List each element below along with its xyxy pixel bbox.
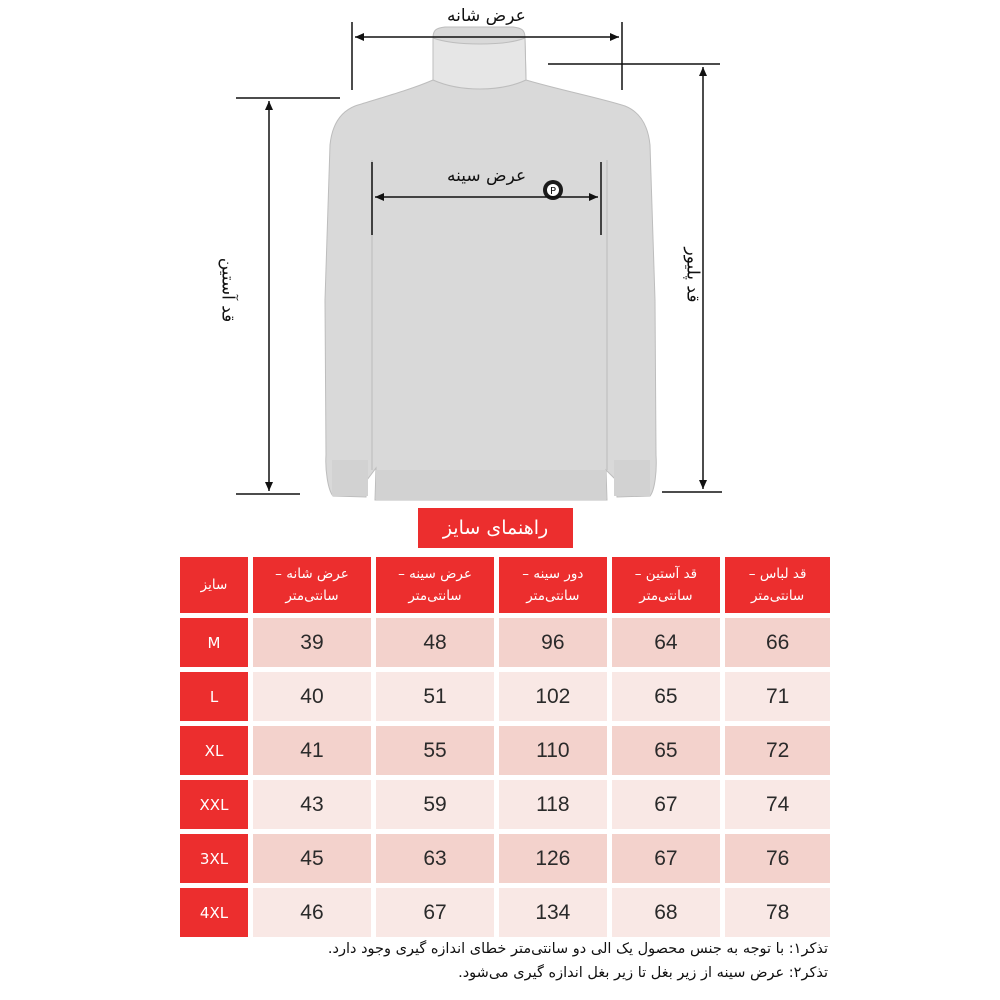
size-cell: 3XL <box>180 834 248 883</box>
length-cell: 71 <box>725 672 830 721</box>
shoulder-cell: 40 <box>253 672 371 721</box>
chest-width-cell: 63 <box>376 834 494 883</box>
size-table <box>175 552 835 942</box>
notes <box>148 937 828 985</box>
table-header-row <box>180 557 830 613</box>
header-size: سایز <box>180 557 248 613</box>
chest-width-cell: 59 <box>376 780 494 829</box>
sleeve-cell: 68 <box>612 888 721 937</box>
chest-width-cell: 48 <box>376 618 494 667</box>
size-cell: XXL <box>180 780 248 829</box>
size-cell: XL <box>180 726 248 775</box>
size-cell: M <box>180 618 248 667</box>
length-cell: 66 <box>725 618 830 667</box>
sleeve-cell: 65 <box>612 726 721 775</box>
hem-rib <box>376 470 606 500</box>
brand-logo-letter: P <box>549 186 557 197</box>
sleeve-cell: 64 <box>612 618 721 667</box>
header-shoulder: عرض شانه – سانتی‌متر <box>253 557 371 613</box>
chest-width-cell: 67 <box>376 888 494 937</box>
chest-circ-cell: 126 <box>499 834 607 883</box>
chest-width-cell: 55 <box>376 726 494 775</box>
size-guide-title: راهنمای سایز <box>418 508 573 548</box>
header-length: قد لباس – سانتی‌متر <box>725 557 830 613</box>
length-cell: 78 <box>725 888 830 937</box>
chest-circ-cell: 110 <box>499 726 607 775</box>
size-cell: L <box>180 672 248 721</box>
shoulder-cell: 41 <box>253 726 371 775</box>
sleeve-cell: 65 <box>612 672 721 721</box>
chest-circ-cell: 102 <box>499 672 607 721</box>
table-row <box>180 780 830 829</box>
table-row <box>180 618 830 667</box>
header-chest-circumference: دور سینه – سانتی‌متر <box>499 557 607 613</box>
collar <box>433 38 526 89</box>
length-cell: 72 <box>725 726 830 775</box>
chest-circ-cell: 134 <box>499 888 607 937</box>
shoulder-width-label: عرض شانه <box>447 6 526 26</box>
length-cell: 76 <box>725 834 830 883</box>
length-cell: 74 <box>725 780 830 829</box>
table-row <box>180 888 830 937</box>
header-sleeve: قد آستین – سانتی‌متر <box>612 557 721 613</box>
table-row <box>180 726 830 775</box>
garment-length-label: قد پلیور <box>682 247 703 303</box>
chest-width-label: عرض سینه <box>447 166 527 186</box>
table-row <box>180 672 830 721</box>
note-1: تذکر۱: با توجه به جنس محصول یک الی دو سانتی‌متر خطای اندازه گیری وجود دارد. <box>327 941 828 957</box>
shoulder-cell: 43 <box>253 780 371 829</box>
cuff-right <box>614 460 650 496</box>
header-chest-width: عرض سینه – سانتی‌متر <box>376 557 494 613</box>
shoulder-cell: 39 <box>253 618 371 667</box>
shoulder-cell: 46 <box>253 888 371 937</box>
sleeve-cell: 67 <box>612 780 721 829</box>
sleeve-cell: 67 <box>612 834 721 883</box>
sleeve-length-label: قد آستین <box>217 257 238 323</box>
chest-width-cell: 51 <box>376 672 494 721</box>
chest-circ-cell: 96 <box>499 618 607 667</box>
chest-circ-cell: 118 <box>499 780 607 829</box>
note-2: تذکر۲: عرض سینه از زیر بغل تا زیر بغل اندازه گیری می‌شود. <box>458 965 828 981</box>
shoulder-cell: 45 <box>253 834 371 883</box>
table-row <box>180 834 830 883</box>
cuff-left <box>332 460 368 496</box>
size-cell: 4XL <box>180 888 248 937</box>
